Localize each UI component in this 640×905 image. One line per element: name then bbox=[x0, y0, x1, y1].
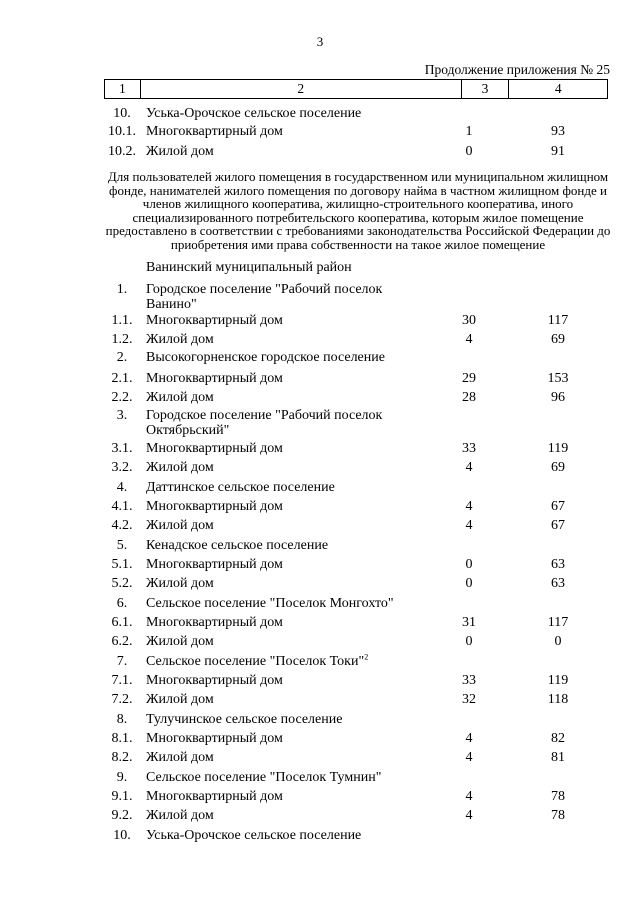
row-value-3: 1 bbox=[465, 124, 473, 139]
row-value-4: 96 bbox=[551, 390, 565, 405]
row-number: 5.2. bbox=[111, 576, 133, 591]
row-name: Уська-Орочское сельское поселение bbox=[146, 828, 362, 843]
row-number: 9. bbox=[116, 770, 128, 785]
row-value-3: 4 bbox=[465, 460, 473, 475]
row-name: Многоквартирный дом bbox=[146, 441, 283, 456]
row-name: Многоквартирный дом bbox=[146, 731, 283, 746]
row-value-3: 4 bbox=[465, 789, 473, 804]
row-value-4: 82 bbox=[551, 731, 565, 746]
row-value-4: 93 bbox=[551, 124, 565, 139]
row-number: 8.1. bbox=[111, 731, 133, 746]
row-number: 4. bbox=[116, 480, 128, 495]
row-value-4: 0 bbox=[554, 634, 562, 649]
row-number: 3.2. bbox=[111, 460, 133, 475]
row-number: 1.1. bbox=[111, 313, 133, 328]
row-value-3: 0 bbox=[465, 634, 473, 649]
row-name: Многоквартирный дом bbox=[146, 557, 283, 572]
row-name: Многоквартирный дом bbox=[146, 673, 283, 688]
row-value-4: 63 bbox=[551, 557, 565, 572]
row-value-3: 30 bbox=[462, 313, 476, 328]
row-name: Многоквартирный дом bbox=[146, 371, 283, 386]
row-number: 2.2. bbox=[111, 390, 133, 405]
row-number: 3. bbox=[116, 408, 128, 423]
row-value-4: 117 bbox=[547, 615, 569, 630]
row-name: Жилой дом bbox=[146, 576, 214, 591]
row-name: Жилой дом bbox=[146, 144, 214, 159]
category-note: Для пользователей жилого помещения в государственном или муниципальном жилищном фонде, нанимателей жилого помещения по договору найма в частном жилищном фонде и членов жилищного кооператива, жилищно-строительного кооператива, иного специализированного потребительского кооператива, которым жилое помещение предоставлено в соответствии с требованиями законодательства Российской Федерации до приобретения ими права собственности на такое жилое помещение bbox=[105, 169, 611, 252]
row-value-3: 33 bbox=[462, 441, 476, 456]
row-value-3: 0 bbox=[465, 576, 473, 591]
row-name: Многоквартирный дом bbox=[146, 124, 283, 139]
row-name: Жилой дом bbox=[146, 808, 214, 823]
row-name: Жилой дом bbox=[146, 390, 214, 405]
row-value-3: 4 bbox=[465, 518, 473, 533]
row-value-3: 4 bbox=[465, 332, 473, 347]
row-name: Сельское поселение "Поселок Монгохто" bbox=[146, 596, 394, 611]
header-col-3: 3 bbox=[462, 80, 510, 98]
row-number: 1. bbox=[116, 282, 128, 297]
row-number: 3.1. bbox=[111, 441, 133, 456]
row-name: Жилой дом bbox=[146, 634, 214, 649]
row-value-4: 117 bbox=[547, 313, 569, 328]
continuation-label: Продолжение приложения № 25 bbox=[424, 62, 610, 77]
row-number: 6. bbox=[116, 596, 128, 611]
row-number: 10.1. bbox=[108, 124, 136, 139]
row-value-4: 63 bbox=[551, 576, 565, 591]
row-number: 8. bbox=[116, 712, 128, 727]
row-name: Сельское поселение "Поселок Токи"$^2$ bbox=[146, 652, 369, 669]
row-number: 10.2. bbox=[108, 144, 136, 159]
row-value-4: 153 bbox=[547, 371, 569, 386]
row-value-4: 78 bbox=[551, 808, 565, 823]
header-col-4: 4 bbox=[554, 81, 562, 96]
row-value-3: 31 bbox=[462, 615, 476, 630]
row-number: 6.1. bbox=[111, 615, 133, 630]
row-value-3: 4 bbox=[465, 499, 473, 514]
row-number: 7.1. bbox=[111, 673, 133, 688]
row-name: Многоквартирный дом bbox=[146, 313, 283, 328]
row-number: 2. bbox=[116, 350, 128, 365]
row-value-3: 4 bbox=[465, 808, 473, 823]
row-number: 4.1. bbox=[111, 499, 133, 514]
row-name: Высокогорненское городское поселение bbox=[146, 350, 385, 365]
page-number: 3 bbox=[316, 34, 324, 49]
row-value-4: 119 bbox=[547, 441, 569, 456]
row-number: 5. bbox=[116, 538, 128, 553]
row-value-4: 67 bbox=[551, 499, 565, 514]
row-value-4: 81 bbox=[551, 750, 565, 765]
footnote-marker: 2 bbox=[364, 652, 369, 662]
row-value-3: 33 bbox=[462, 673, 476, 688]
row-number: 10. bbox=[113, 828, 131, 843]
header-col-1: 1 bbox=[105, 80, 141, 98]
row-value-4: 78 bbox=[551, 789, 565, 804]
row-name: Жилой дом bbox=[146, 332, 214, 347]
row-number: 7. bbox=[116, 654, 128, 669]
row-number: 9.1. bbox=[111, 789, 133, 804]
row-name: Городское поселение "Рабочий поселок Октябрьский" bbox=[146, 408, 383, 438]
row-number: 2.1. bbox=[111, 371, 133, 386]
row-number: 9.2. bbox=[111, 808, 133, 823]
row-name: Уська-Орочское сельское поселение bbox=[146, 106, 362, 121]
row-name: Жилой дом bbox=[146, 692, 214, 707]
row-name: Многоквартирный дом bbox=[146, 615, 283, 630]
row-name: Городское поселение "Рабочий поселок Ванино" bbox=[146, 282, 383, 312]
row-name: Жилой дом bbox=[146, 750, 214, 765]
row-value-3: 0 bbox=[465, 144, 473, 159]
row-value-4: 69 bbox=[551, 460, 565, 475]
row-name: Жилой дом bbox=[146, 460, 214, 475]
row-value-3: 28 bbox=[462, 390, 476, 405]
row-value-3: 29 bbox=[462, 371, 476, 386]
row-value-4: 119 bbox=[547, 673, 569, 688]
row-number: 1.2. bbox=[111, 332, 133, 347]
row-name: Сельское поселение "Поселок Тумнин" bbox=[146, 770, 382, 785]
row-name: Кенадское сельское поселение bbox=[146, 538, 329, 553]
row-value-4: 91 bbox=[551, 144, 565, 159]
header-col-2: 2 bbox=[141, 80, 462, 98]
row-number: 10. bbox=[113, 106, 131, 121]
row-number: 5.1. bbox=[111, 557, 133, 572]
row-value-3: 4 bbox=[465, 750, 473, 765]
row-value-4: 67 bbox=[551, 518, 565, 533]
row-value-3: 4 bbox=[465, 731, 473, 746]
table-header bbox=[104, 79, 608, 99]
row-name: Многоквартирный дом bbox=[146, 789, 283, 804]
row-name: Жилой дом bbox=[146, 518, 214, 533]
row-number: 7.2. bbox=[111, 692, 133, 707]
row-value-3: 0 bbox=[465, 557, 473, 572]
row-value-4: 118 bbox=[547, 692, 569, 707]
row-name: Даттинское сельское поселение bbox=[146, 480, 335, 495]
row-value-4: 69 bbox=[551, 332, 565, 347]
district-name: Ванинский муниципальный район bbox=[146, 260, 352, 275]
row-name: Тулучинское сельское поселение bbox=[146, 712, 343, 727]
row-number: 8.2. bbox=[111, 750, 133, 765]
row-number: 4.2. bbox=[111, 518, 133, 533]
row-name: Многоквартирный дом bbox=[146, 499, 283, 514]
row-number: 6.2. bbox=[111, 634, 133, 649]
row-value-3: 32 bbox=[462, 692, 476, 707]
